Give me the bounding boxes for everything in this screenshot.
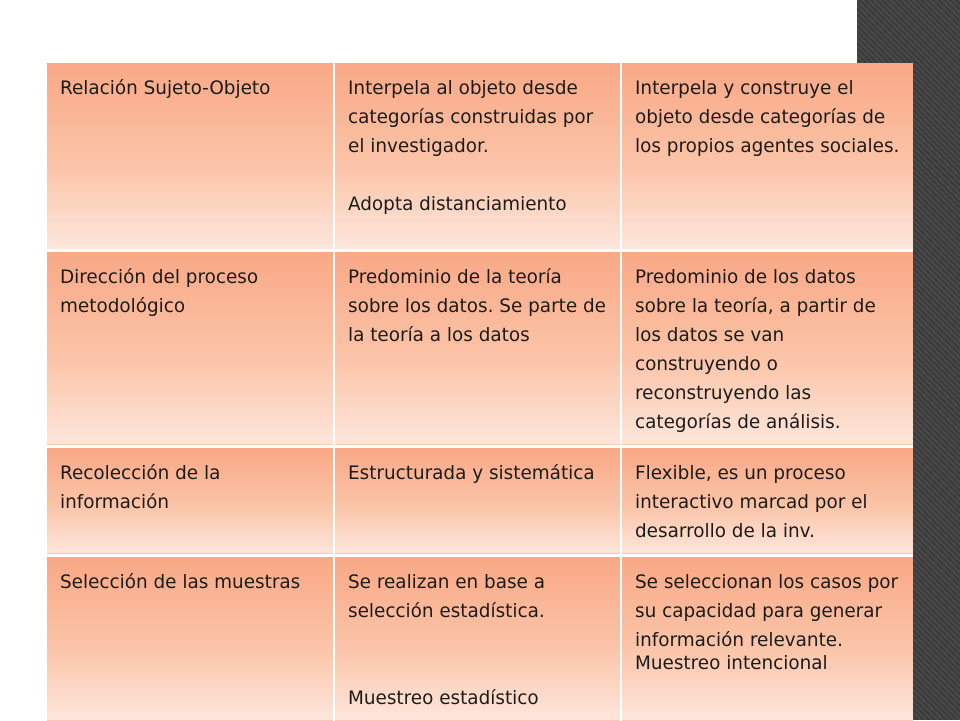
row-label-cell <box>47 250 334 446</box>
column-1-cell <box>334 446 621 555</box>
row-label-cell <box>47 63 334 250</box>
column-2-cell <box>621 250 913 446</box>
table-row <box>47 555 913 721</box>
table-row <box>47 446 913 555</box>
cell-text: Interpela al objeto desde categorías construidas por el investigador. <box>348 78 594 157</box>
column-1-cell <box>334 555 621 721</box>
cell-text: Predominio de la teoría sobre los datos. Se parte de la teoría a los datos <box>348 266 606 346</box>
cell-note: Muestreo estadístico <box>348 687 539 709</box>
cell-text: Se seleccionan los casos por su capacidad para generar información relevante. <box>635 571 899 651</box>
cell-note: Muestreo intencional <box>635 652 828 674</box>
row-label: Dirección del proceso metodológico <box>60 266 259 317</box>
cell-text: Predominio de los datos sobre la teoría, a partir de los datos se van construyendo o reconstruyendo las categorías de análisis. <box>635 266 876 433</box>
row-label: Selección de las muestras <box>60 571 301 593</box>
row-label-cell <box>47 555 334 721</box>
comparison-table <box>47 63 913 721</box>
comparison-table-container <box>47 63 913 709</box>
table-row <box>47 63 913 250</box>
cell-text: Se realizan en base a selección estadística. <box>348 571 545 622</box>
column-2-cell <box>621 446 913 555</box>
column-2-cell <box>621 63 913 250</box>
cell-text: Estructurada y sistemática <box>348 462 595 484</box>
row-label: Recolección de la información <box>60 462 221 513</box>
cell-note: Adopta distanciamiento <box>348 194 567 215</box>
column-2-cell <box>621 555 913 721</box>
cell-text: Flexible, es un proceso interactivo marcad por el desarrollo de la inv. <box>635 462 868 542</box>
table-row <box>47 250 913 446</box>
row-label: Relación Sujeto-Objeto <box>60 78 271 99</box>
column-1-cell <box>334 63 621 250</box>
row-label-cell <box>47 446 334 555</box>
column-1-cell <box>334 250 621 446</box>
cell-text: Interpela y construye el objeto desde categorías de los propios agentes sociales. <box>635 78 900 157</box>
